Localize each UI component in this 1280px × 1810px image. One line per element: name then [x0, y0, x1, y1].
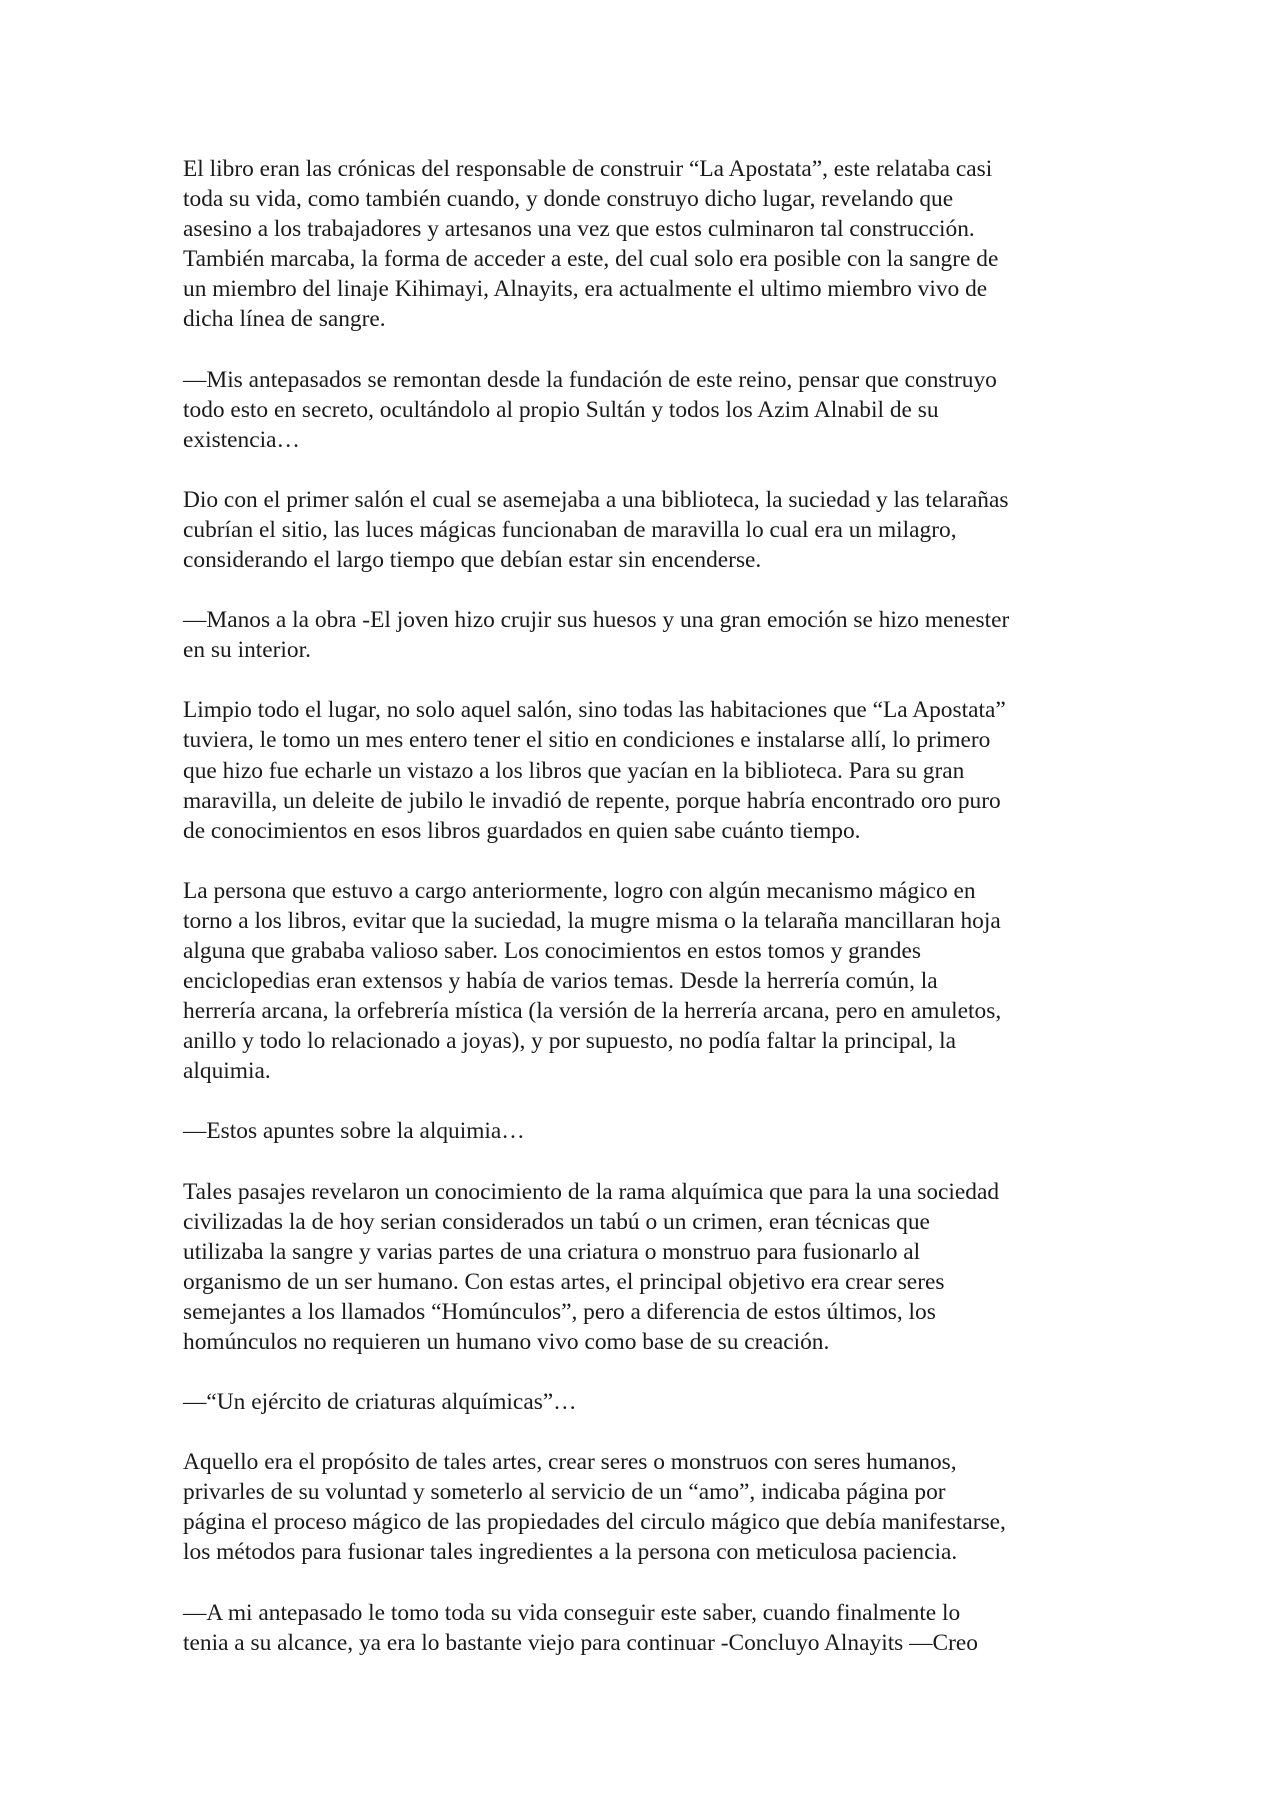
text-line: privarles de su voluntad y someterlo al servicio de un “amo”, indicaba página por: [183, 1479, 946, 1506]
text-line: considerando el largo tiempo que debían estar sin encenderse.: [183, 547, 762, 574]
paragraph-6: [183, 876, 1113, 1087]
paragraph-11: [183, 1598, 1113, 1658]
text-line: tenia a su alcance, ya era lo bastante viejo para continuar -Concluyo Alnayits —Creo: [183, 1629, 978, 1656]
text-line: de conocimientos en esos libros guardados en quien sabe cuánto tiempo.: [183, 817, 861, 844]
text-line: cubrían el sitio, las luces mágicas funcionaban de maravilla lo cual era un milagro,: [183, 516, 957, 543]
text-line: —Mis antepasados se remontan desde la fundación de este reino, pensar que construyo: [183, 366, 997, 393]
text-line: todo esto en secreto, ocultándolo al propio Sultán y todos los Azim Alnabil de su: [183, 396, 939, 423]
text-line: alguna que grababa valioso saber. Los conocimientos en estos tomos y grandes: [183, 937, 921, 964]
text-line: —“Un ejército de criaturas alquímicas”…: [183, 1389, 577, 1416]
text-line: homúnculos no requieren un humano vivo como base de su creación.: [183, 1329, 830, 1355]
text-line: existencia…: [183, 426, 300, 453]
paragraph-7: [183, 1116, 1113, 1146]
text-line: Tales pasajes revelaron un conocimiento de la rama alquímica que para la una sociedad: [183, 1178, 1000, 1205]
text-line: dicha línea de sangre.: [183, 306, 386, 333]
text-line: utilizaba la sangre y varias partes de una criatura o monstruo para fusionarlo al: [183, 1238, 921, 1265]
text-line: —A mi antepasado le tomo toda su vida conseguir este saber, cuando finalmente lo: [183, 1599, 961, 1626]
text-line: —Manos a la obra -El joven hizo crujir sus huesos y una gran emoción se hizo menester: [183, 607, 1010, 634]
paragraph-1: [183, 154, 1113, 335]
text-line: También marcaba, la forma de acceder a este, del cual solo era posible con la sangre de: [183, 246, 999, 273]
text-line: asesino a los trabajadores y artesanos una vez que estos culminaron tal construcción.: [183, 216, 975, 243]
paragraph-9: [183, 1387, 1113, 1417]
text-line: toda su vida, como también cuando, y donde construyo dicho lugar, revelando que: [183, 186, 954, 213]
text-line: El libro eran las crónicas del responsable de construir “La Apostata”, este relataba casi: [183, 156, 993, 182]
text-line: civilizadas la de hoy serian considerados un tabú o un crimen, eran técnicas que: [183, 1208, 930, 1235]
text-line: maravilla, un deleite de jubilo le invadió de repente, porque habría encontrado oro puro: [183, 787, 1001, 814]
text-line: un miembro del linaje Kihimayi, Alnayits, era actualmente el ultimo miembro vivo de: [183, 276, 988, 303]
paragraph-10: [183, 1447, 1113, 1567]
paragraph-2: [183, 365, 1113, 455]
text-line: Aquello era el propósito de tales artes, crear seres o monstruos con seres humanos,: [183, 1449, 957, 1476]
text-line: que hizo fue echarle un vistazo a los libros que yacían en la biblioteca. Para su gran: [183, 757, 965, 784]
text-line: tuviera, le tomo un mes entero tener el sitio en condiciones e instalarse allí, lo primero: [183, 727, 991, 754]
text-line: herrería arcana, la orfebrería mística (la versión de la herrería arcana, pero en amuletos,: [183, 998, 1002, 1025]
text-line: en su interior.: [183, 637, 311, 664]
text-line: organismo de un ser humano. Con estas artes, el principal objetivo era crear seres: [183, 1268, 945, 1295]
document-body: [183, 154, 1113, 1688]
text-line: alquimia.: [183, 1058, 271, 1085]
text-line: La persona que estuvo a cargo anteriormente, logro con algún mecanismo mágico en: [183, 877, 976, 904]
text-line: página el proceso mágico de las propiedades del circulo mágico que debía manifestarse,: [183, 1509, 1006, 1536]
paragraph-4: [183, 605, 1113, 665]
text-line: semejantes a los llamados “Homúnculos”, pero a diferencia de estos últimos, los: [183, 1298, 936, 1325]
text-line: Limpio todo el lugar, no solo aquel salón, sino todas las habitaciones que “La Apostata”: [183, 697, 1006, 724]
text-line: Dio con el primer salón el cual se asemejaba a una biblioteca, la suciedad y las telarañas: [183, 486, 1009, 513]
text-line: los métodos para fusionar tales ingredientes a la persona con meticulosa paciencia.: [183, 1539, 958, 1566]
text-line: anillo y todo lo relacionado a joyas), y por supuesto, no podía faltar la principal, la: [183, 1028, 956, 1055]
paragraph-8: [183, 1177, 1113, 1358]
text-line: —Estos apuntes sobre la alquimia…: [183, 1118, 525, 1145]
paragraph-3: [183, 485, 1113, 575]
text-line: enciclopedias eran extensos y había de varios temas. Desde la herrería común, la: [183, 968, 938, 995]
text-line: torno a los libros, evitar que la suciedad, la mugre misma o la telaraña mancillaran hoja: [183, 907, 1001, 934]
paragraph-5: [183, 695, 1113, 845]
